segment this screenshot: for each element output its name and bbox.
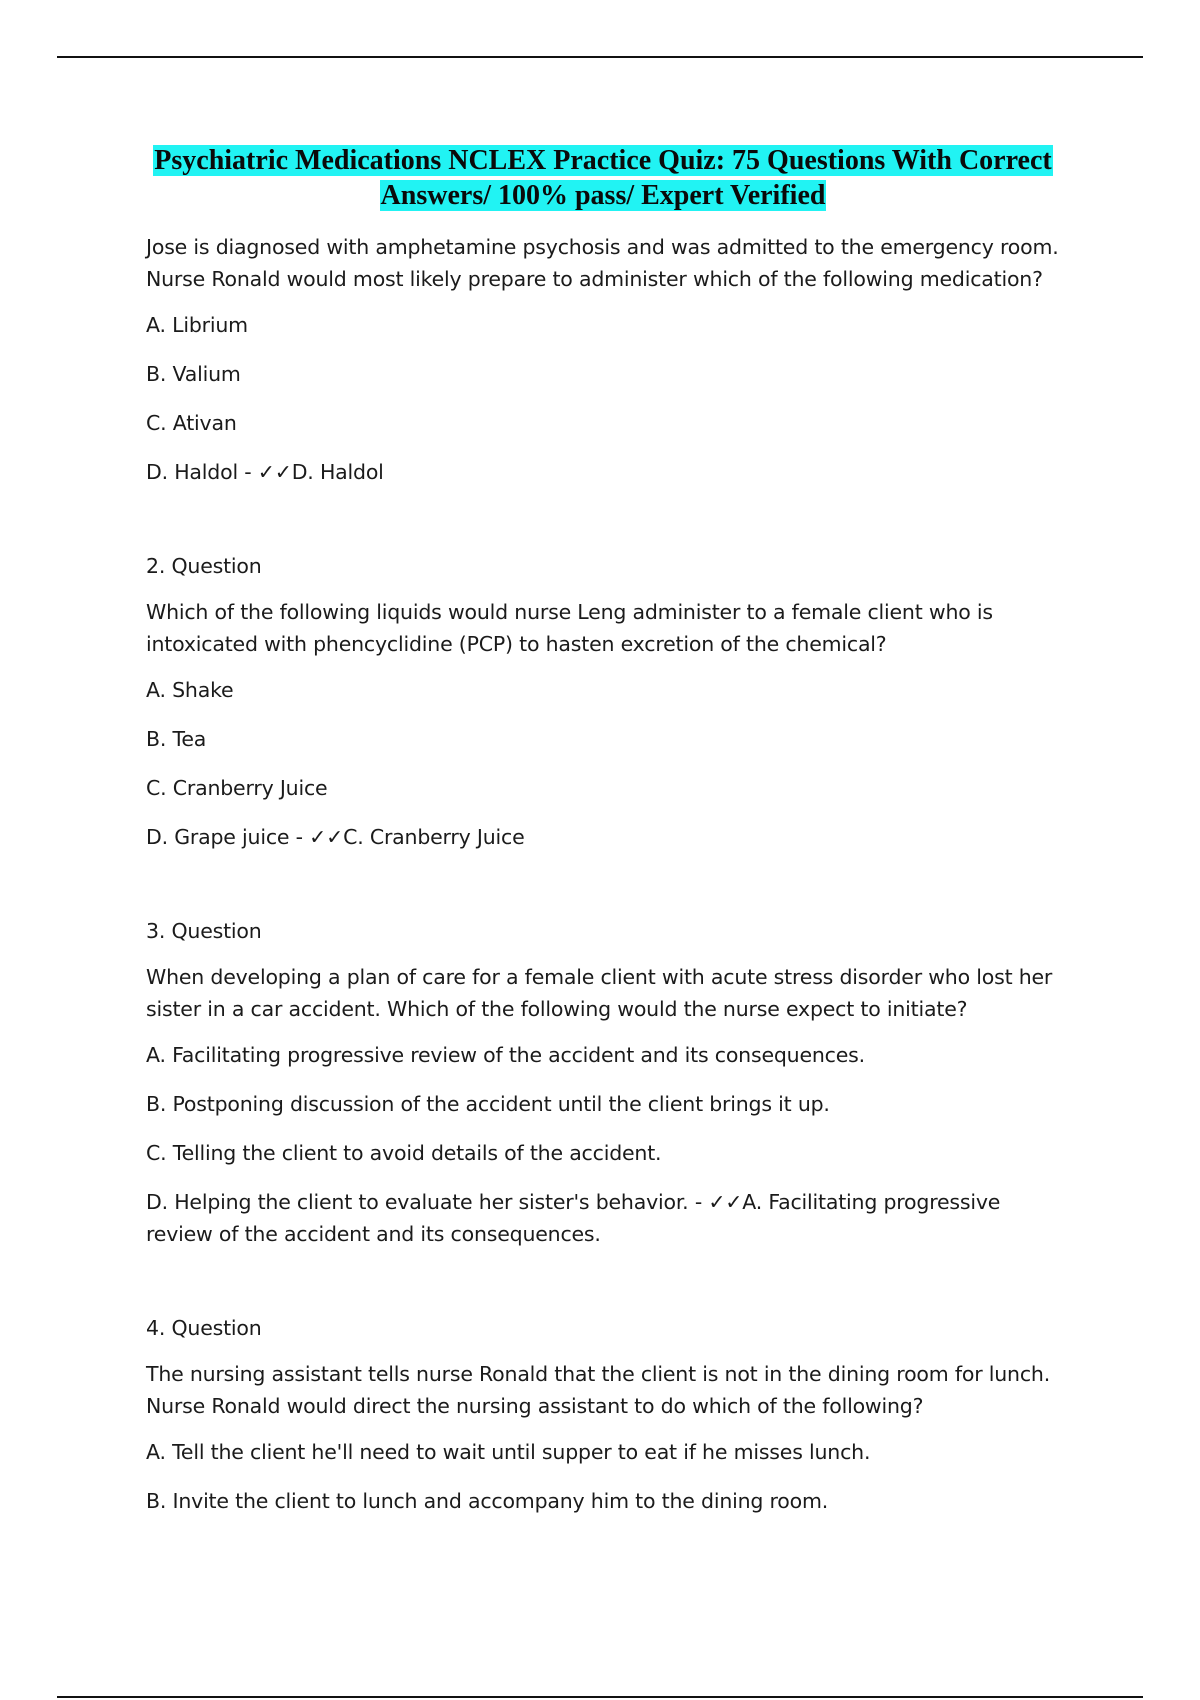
answer-option-with-key: D. Haldol - ✓✓D. Haldol: [146, 460, 384, 484]
question-2: [146, 550, 1060, 853]
question-1: [146, 231, 1060, 488]
question-stem: The nursing assistant tells nurse Ronald that the client is not in the dining room for lunch. Nurse Ronald would direct the nursing assistant to do which of the following?: [146, 1362, 1051, 1418]
question-3: [146, 915, 1060, 1250]
question-stem: When developing a plan of care for a female client with acute stress disorder who lost her sister in a car accident. Which of the following would the nurse expect to initiate?: [146, 965, 1053, 1021]
header-rule: [57, 56, 1143, 58]
answer-option: C. Cranberry Juice: [146, 776, 328, 800]
question-label: 3. Question: [146, 919, 262, 943]
question-stem: Jose is diagnosed with amphetamine psychosis and was admitted to the emergency room. Nurse Ronald would most likely prepare to administer which of the following medication?: [146, 235, 1059, 291]
answer-option: A. Facilitating progressive review of the accident and its consequences.: [146, 1043, 865, 1067]
question-label: 2. Question: [146, 554, 262, 578]
question-label: 4. Question: [146, 1316, 262, 1340]
title-line-1: Psychiatric Medications NCLEX Practice Quiz: 75 Questions With Correct: [154, 145, 1052, 176]
answer-option: C. Telling the client to avoid details of the accident.: [146, 1141, 662, 1165]
answer-option: B. Invite the client to lunch and accompany him to the dining room.: [146, 1489, 829, 1513]
answer-option: A. Shake: [146, 678, 234, 702]
question-stem: Which of the following liquids would nurse Leng administer to a female client who is intoxicated with phencyclidine (PCP) to hasten excretion of the chemical?: [146, 600, 993, 656]
answer-option: B. Tea: [146, 727, 207, 751]
answer-option: B. Postponing discussion of the accident until the client brings it up.: [146, 1092, 830, 1116]
title-line-2: Answers/ 100% pass/ Expert Verified: [380, 180, 826, 211]
question-4: [146, 1312, 1060, 1517]
document-page: [146, 143, 1060, 1517]
answer-option: C. Ativan: [146, 411, 237, 435]
answer-option-with-key: D. Grape juice - ✓✓C. Cranberry Juice: [146, 825, 525, 849]
answer-option: A. Tell the client he'll need to wait until supper to eat if he misses lunch.: [146, 1440, 871, 1464]
document-title: [146, 143, 1060, 213]
footer-rule: [57, 1696, 1143, 1698]
answer-option: B. Valium: [146, 362, 241, 386]
answer-option: A. Librium: [146, 313, 248, 337]
answer-option-with-key: D. Helping the client to evaluate her sister's behavior. - ✓✓A. Facilitating progressive review of the accident and its consequences.: [146, 1190, 1001, 1246]
